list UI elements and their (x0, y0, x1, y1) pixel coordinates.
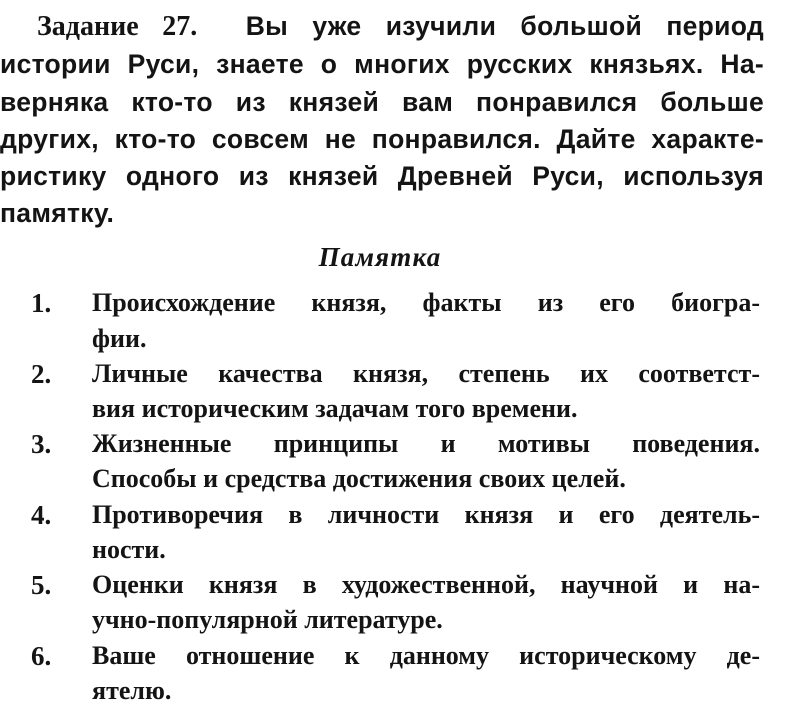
memo-item-line: Происхождение князя, факты из его биогра- (92, 288, 760, 317)
memo-item-number: 4. (31, 500, 52, 530)
task-line-4: других, кто-то совсем не понравился. Дайте характе- (0, 124, 764, 154)
memo-item-line: Жизненные принципы и мотивы поведения. (92, 429, 760, 458)
memo-item-line: Ваше отношение к данному историческому де- (92, 641, 760, 670)
memo-item-line: Противоречия в личности князя и его деятель- (92, 500, 760, 529)
memo-item-number: 6. (31, 641, 52, 671)
memo-item-line: Личные качества князя, степень их соответст- (92, 359, 760, 388)
memo-item-number: 2. (31, 359, 52, 389)
task-line-1 (37, 9, 764, 43)
task-line-5: ристику одного из князей Древней Руси, используя (0, 161, 764, 191)
task-line-3: верняка кто-то из князей вам понравился больше (0, 87, 764, 117)
memo-item-line: Оценки князя в художественной, научной и на- (92, 570, 760, 599)
task-line-2: истории Руси, знаете о многих русских князьях. На- (0, 49, 764, 79)
memo-item-line: учно-популярной литературе. (92, 605, 443, 634)
memo-item-line: ности. (92, 535, 166, 564)
memo-item-line: Способы и средства достижения своих целей. (92, 464, 626, 493)
memo-item-line: фии. (92, 324, 147, 353)
memo-item-number: 3. (31, 429, 52, 459)
task-line-1-text: Вы уже изучили большой период (245, 11, 764, 41)
memo-item-line: ятелю. (92, 676, 172, 705)
memo-item-number: 5. (31, 570, 52, 600)
task-label: Задание 27. (37, 11, 198, 42)
memo-item-number: 1. (31, 288, 52, 318)
memo-title: Памятка (318, 242, 442, 272)
memo-item-line: вия историческим задачам того времени. (92, 394, 578, 423)
task-line-6: памятку. (0, 198, 115, 228)
